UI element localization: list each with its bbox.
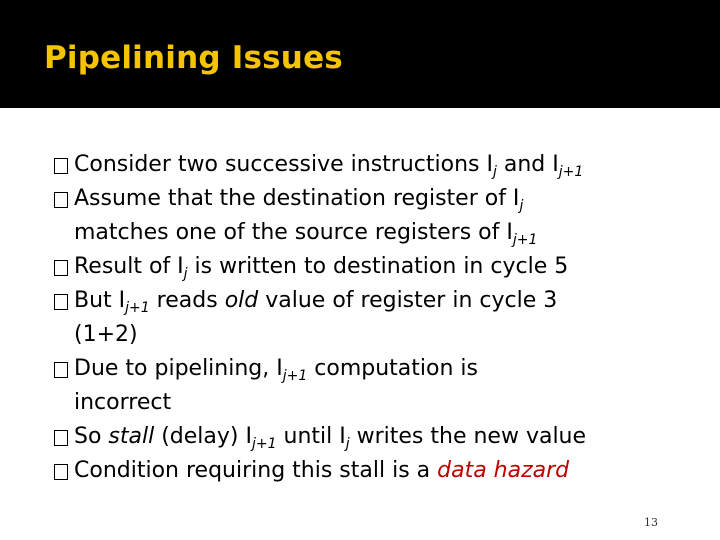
bullet-text: But I	[74, 288, 126, 313]
bullet-text: until I	[276, 424, 346, 449]
bullet-item	[52, 284, 712, 352]
slide-title: Pipelining Issues	[44, 40, 343, 76]
bullet-item	[52, 182, 712, 250]
bullet-text: Due to pipelining, I	[74, 356, 283, 381]
subscript: j+1	[125, 300, 150, 316]
subscript: j	[183, 266, 188, 282]
bullet-text: matches one of the source registers of I	[74, 220, 513, 245]
subscript: j+1	[251, 436, 277, 452]
bullet-text: is written to destination in cycle 5	[187, 254, 569, 279]
subscript: j	[345, 436, 350, 452]
bullet-text: incorrect	[74, 390, 172, 415]
data-hazard-highlight: data hazard	[437, 458, 570, 483]
page-number: 13	[644, 516, 658, 529]
bullet-text: (1+2)	[74, 322, 138, 347]
bullet-item	[52, 148, 712, 182]
subscript: j	[519, 198, 524, 214]
subscript: j+1	[558, 164, 584, 180]
bullet-text: (delay) I	[154, 424, 252, 449]
bullet-text: writes the new value	[349, 424, 587, 449]
bullet-text: and I	[496, 152, 559, 177]
subscript: j+1	[282, 368, 308, 384]
bullet-item	[52, 420, 712, 454]
bullet-text: So	[74, 424, 109, 449]
bullet-text: Result of I	[74, 254, 184, 279]
bullet-text: reads	[149, 288, 225, 313]
bullet-item	[52, 250, 712, 284]
bullet-text: value of register in cycle 3	[258, 288, 558, 313]
bullet-list	[52, 148, 712, 488]
bullet-text: Consider two successive instructions I	[74, 152, 493, 177]
emphasis-text: old	[224, 288, 259, 313]
title-bar	[0, 0, 720, 108]
subscript: j	[492, 164, 497, 180]
bullet-text: Assume that the destination register of I	[74, 186, 520, 211]
bullet-text: Condition requiring this stall is a	[74, 458, 438, 483]
emphasis-text: stall	[108, 424, 155, 449]
subscript: j+1	[512, 232, 538, 248]
bullet-item	[52, 352, 712, 420]
bullet-text: computation is	[307, 356, 478, 381]
bullet-item	[52, 454, 712, 488]
